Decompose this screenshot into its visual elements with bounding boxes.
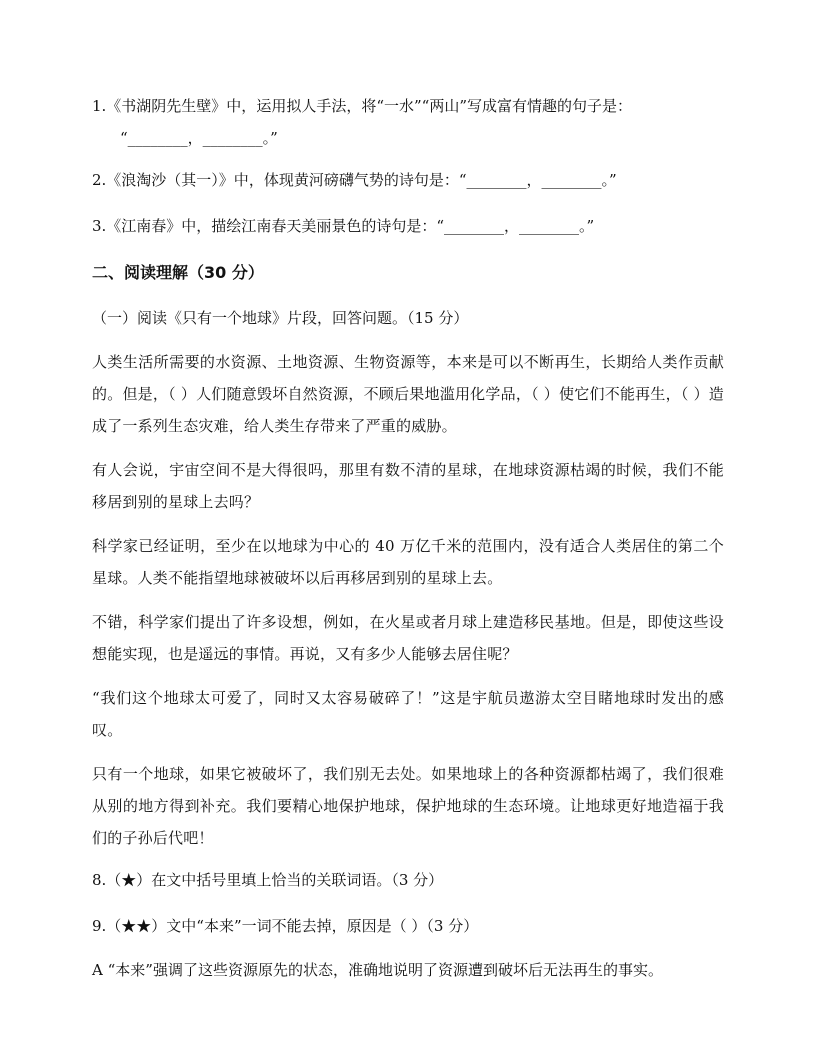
question-9-text: 9.（★★）文中“本来”一词不能去掉，原因是（ ）（3 分） (92, 917, 479, 935)
question-2-text: 2.《浪淘沙（其一）》中，体现黄河磅礴气势的诗句是：“________，________。” (92, 171, 617, 189)
passage-paragraph-6: 只有一个地球，如果它被破坏了，我们别无去处。如果地球上的各种资源都枯竭了，我们很难从别的地方得到补充。我们要精心地保护地球，保护地球的生态环境。让地球更好地造福于我们的子孙后代吧！ (92, 765, 724, 847)
question-9-option-a: A “本来”强调了这些资源原先的状态，准确地说明了资源遭到破坏后无法再生的事实。 (92, 961, 663, 979)
passage-paragraph-5: “我们这个地球太可爱了，同时又太容易破碎了！”这是宇航员遨游太空目睹地球时发出的感叹。 (92, 689, 724, 739)
passage-paragraph-2: 有人会说，宇宙空间不是大得很吗，那里有数不清的星球，在地球资源枯竭的时候，我们不能移居到别的星球上去吗？ (92, 461, 724, 511)
passage-intro: （一）阅读《只有一个地球》片段，回答问题。（15 分） (92, 309, 469, 327)
question-1-blanks: “________，________。” (120, 129, 278, 147)
passage-paragraph-4: 不错，科学家们提出了许多设想，例如，在火星或者月球上建造移民基地。但是，即使这些设想能实现，也是遥远的事情。再说，又有多少人能够去居住呢？ (92, 613, 724, 663)
question-8-text: 8.（★）在文中括号里填上恰当的关联词语。（3 分） (92, 871, 444, 889)
question-3-text: 3.《江南春》中，描绘江南春天美丽景色的诗句是：“________，________。” (92, 217, 595, 235)
section-heading-reading: 二、阅读理解（30 分） (92, 263, 264, 282)
question-1-text: 1.《书湖阴先生壁》中，运用拟人手法，将“一水”“两山”写成富有情趣的句子是： (92, 97, 632, 115)
passage-paragraph-3: 科学家已经证明，至少在以地球为中心的 40 万亿千米的范围内，没有适合人类居住的第二个星球。人类不能指望地球被破坏以后再移居到别的星球上去。 (92, 537, 724, 587)
passage-paragraph-1: 人类生活所需要的水资源、土地资源、生物资源等，本来是可以不断再生，长期给人类作贡献的。但是，（ ）人们随意毁坏自然资源，不顾后果地滥用化学品，（ ）使它们不能再生，（ ）造成了一系列生态灾难，给人类生存带来了严重的威胁。 (92, 353, 724, 435)
